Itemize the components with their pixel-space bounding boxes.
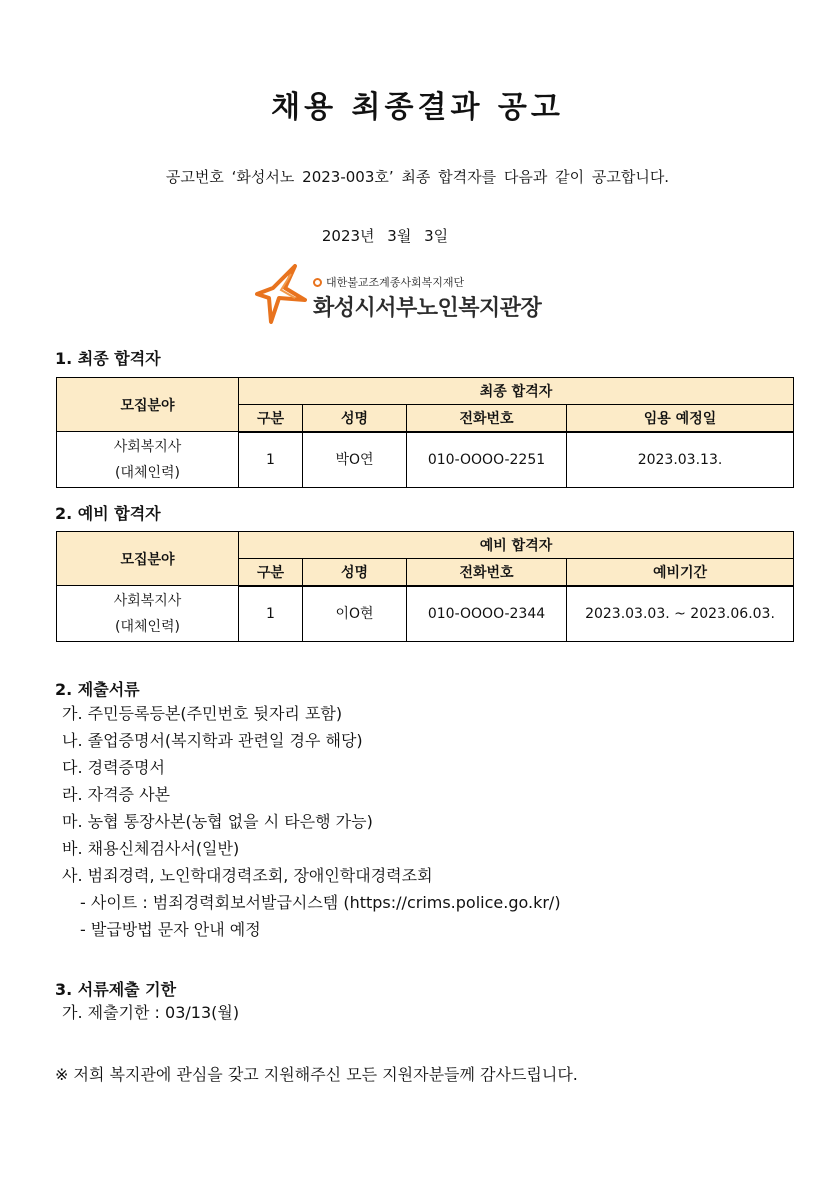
page-title: 채용 최종결과 공고 bbox=[271, 90, 564, 125]
section-documents-heading: 2. 제출서류 bbox=[55, 680, 140, 699]
table-cell: 2023.03.13. bbox=[567, 432, 794, 488]
column-header: 구분 bbox=[239, 405, 303, 432]
logo-organization-name: 화성시서부노인복지관장 bbox=[313, 296, 542, 321]
column-header: 전화번호 bbox=[407, 559, 567, 586]
list-item: 마. 농협 통장사본(농협 없을 시 타은행 가능) bbox=[62, 812, 373, 831]
group-header: 최종 합격자 bbox=[239, 378, 794, 405]
table-cell: 010-OOOO-2251 bbox=[407, 432, 567, 488]
closing-note: ※ 저희 복지관에 관심을 갖고 지원해주신 모든 지원자분들께 감사드립니다. bbox=[55, 1065, 578, 1084]
list-subitem: - 사이트 : 범죄경력회보서발급시스템 (https://crims.police.go.kr/) bbox=[80, 893, 561, 912]
announcement-date: 2023년 3월 3일 bbox=[321, 227, 449, 245]
organization-logo bbox=[255, 264, 545, 328]
list-subitem: - 발급방법 문자 안내 예정 bbox=[80, 920, 261, 939]
list-item: 다. 경력증명서 bbox=[62, 758, 165, 777]
column-header: 임용 예정일 bbox=[567, 405, 794, 432]
field-header: 모집분야 bbox=[57, 378, 239, 432]
deadline-list bbox=[62, 999, 239, 1026]
table-cell: 010-OOOO-2344 bbox=[407, 586, 567, 642]
field-cell: 사회복지사 (대체인력) bbox=[57, 586, 239, 642]
documents-list bbox=[62, 700, 561, 943]
foundation-emblem-icon bbox=[313, 278, 322, 287]
section-deadline-heading: 3. 서류제출 기한 bbox=[55, 980, 177, 999]
intro-text: 공고번호 ‘화성서노 2023-003호’ 최종 합격자를 다음과 같이 공고합니다. bbox=[165, 168, 670, 186]
table-cell: 2023.03.03. ~ 2023.06.03. bbox=[567, 586, 794, 642]
section-final-heading: 1. 최종 합격자 bbox=[55, 349, 161, 368]
list-item: 나. 졸업증명서(복지학과 관련일 경우 해당) bbox=[62, 731, 363, 750]
list-item: 가. 주민등록등본(주민번호 뒷자리 포함) bbox=[62, 704, 343, 723]
table-row bbox=[57, 432, 794, 488]
logo-mark-icon bbox=[255, 264, 307, 324]
column-header: 전화번호 bbox=[407, 405, 567, 432]
field-cell: 사회복지사 (대체인력) bbox=[57, 432, 239, 488]
table-cell: 1 bbox=[239, 586, 303, 642]
table-cell: 1 bbox=[239, 432, 303, 488]
section-reserve-heading: 2. 예비 합격자 bbox=[55, 504, 161, 523]
column-header: 성명 bbox=[303, 405, 407, 432]
column-header: 예비기간 bbox=[567, 559, 794, 586]
list-item: 바. 채용신체검사서(일반) bbox=[62, 839, 240, 858]
reserve-results-table bbox=[56, 531, 794, 642]
field-header: 모집분야 bbox=[57, 532, 239, 586]
list-item: 가. 제출기한 : 03/13(월) bbox=[62, 1003, 240, 1022]
final-results-table bbox=[56, 377, 794, 488]
table-cell: 이O현 bbox=[303, 586, 407, 642]
foundation-name: 대한불교조계종사회복지재단 bbox=[326, 276, 465, 289]
list-item: 사. 범죄경력, 노인학대경력조회, 장애인학대경력조회 bbox=[62, 866, 433, 885]
column-header: 성명 bbox=[303, 559, 407, 586]
logo-foundation-label bbox=[313, 274, 464, 290]
list-item: 라. 자격증 사본 bbox=[62, 785, 170, 804]
table-row bbox=[57, 586, 794, 642]
table-cell: 박O연 bbox=[303, 432, 407, 488]
group-header: 예비 합격자 bbox=[239, 532, 794, 559]
column-header: 구분 bbox=[239, 559, 303, 586]
